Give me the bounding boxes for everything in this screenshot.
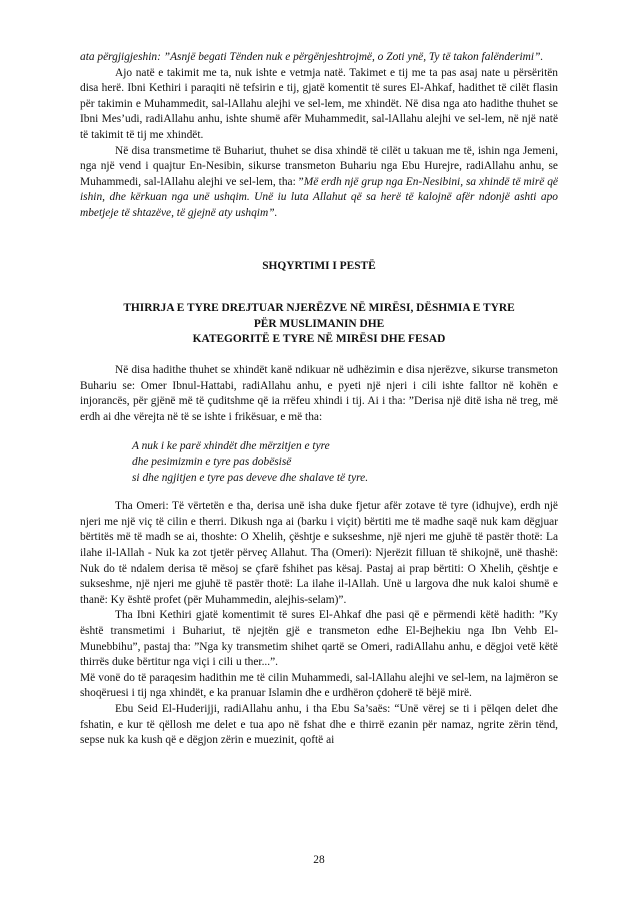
poem-line: dhe pesimizmin e tyre pas dobësisë	[132, 456, 292, 469]
paragraph-5-text: Tha Omeri: Të vërtetën e tha, derisa unë isha duke fjetur afër zotave të tyre (idhujve), erdh një njeri me një viç të cilin e therri. Dikush nga ai (barku i viçit) bërtiti me të madhe saqë nuk kam dëgjuar bërtitës më të madh se ai, thoshte: O Xhelih, çështje e sukseshme, një njeri me gjuhë të pastër thotë: La ilahe il-lAllah - Nuk ka zot tjetër përveç Allahut. Tha (Omeri): Njerëzit filluan të shikojnë, unë thashë: Nuk do të ndalem derisa të mësoj se çfarë fshihet pas kësaj. Pastaj ai prap bërtiti: O Xhelih, çështje e sukseshme, një njeri me gjuhë të pastër thotë: La ilahe il-lAllah. Unë u largova dhe nuk kaloi shumë e thanë: Ky është profet (për Muhammedin, alejhis-selam)”.	[80, 500, 558, 606]
page-number: 28	[313, 854, 325, 866]
paragraph-6-text: Tha Ibni Kethiri gjatë komentimit të sures El-Ahkaf dhe pasi që e përmendi këtë hadith: ”Ky është transmetimi i Buhariut, të njejtën gjë e transmeton edhe El-Bejhekiu nga Ibn Vehb El-Munebbihu”, pastaj tha: ”Nga ky transmetim shihet qartë se Omeri, radiAllahu anhu, e dëgjoi vetë këtë thirrës duke bërtitur nga viçi i cili u ther...”.	[80, 609, 558, 669]
paragraph-8	[80, 702, 558, 749]
paragraph-5	[80, 499, 558, 608]
chapter-title	[80, 301, 558, 348]
paragraph-1	[80, 50, 558, 66]
paragraph-3-quote: Më erdh një grup nga En-Nesibini, sa xhindë të mirë që ishin, dhe kërkuan nga unë ushqim. Unë iu luta Allahut që sa herë të kalojnë afër ndonjë ashti apo mbetjeje të shtazëve, të gjejnë aty ushqim”.	[80, 175, 558, 219]
paragraph-7	[80, 671, 558, 702]
paragraph-7-text: Më vonë do të paraqesim hadithin me të cilin Muhammedi, sal-lAllahu alejhi ve sel-lem, na lajmëron se shoqëruesi i tij nga xhindët, e ka pranuar Islamin dhe e urdhëron çdoherë të bëjë mirë.	[80, 671, 558, 700]
chapter-title-line: THIRRJA E TYRE DREJTUAR NJERËZVE NË MIRËSI, DËSHMIA E TYRE	[123, 302, 515, 315]
section-title: SHQYRTIMI I PESTË	[262, 259, 376, 272]
chapter-title-line: KATEGORITË E TYRE NË MIRËSI DHE FESAD	[192, 333, 446, 346]
paragraph-4	[80, 363, 558, 425]
poem-line: A nuk i ke parë xhindët dhe mërzitjen e tyre	[132, 440, 330, 453]
paragraph-2	[80, 66, 558, 144]
paragraph-8-text: Ebu Seid El-Huderijji, radiAllahu anhu, i tha Ebu Sa’saës: “Unë vërej se ti i pëlqen delet dhe fshatin, e kur të qëllosh me delet e tua apo në fshat dhe e thirrë ezanin për namaz, ngrite zërin tënd, sepse nuk ka kush që e dëgjon zërin e muezinit, qoftë ai	[80, 703, 558, 747]
paragraph-2-text: Ajo natë e takimit me ta, nuk ishte e vetmja natë. Takimet e tij me ta pas asaj nate u përsëritën disa herë. Ibni Kethiri i paraqiti në tefsirin e tij, gjatë komentit të sures El-Ahkaf, hadithet të cilët flasin për takimin e Muhammedit, sal-lAllahu alejhi ve sel-lem, me xhindët. Në disa nga ato hadithe thuhet se Ibni Mes’udi, radiAllahu anhu, ishte shumë afër Muhammedit, sal-lAllahu alejhi ve sel-lem, në një natë të takimit të tij me xhindët.	[80, 66, 558, 141]
paragraph-4-text: Në disa hadithe thuhet se xhindët kanë ndikuar në udhëzimin e disa njerëzve, sikurse transmeton Buhariu se: Omer Ibnul-Hattabi, radiAllahu anhu, e pyeti një njeri i cili ishte falltor në kohën e injorancës, për gjënë më të çuditshme që ia rrëfeu xhindi i tij. Ai i tha: ”Derisa një ditë isha në treg, më erdh ai dhe vërejta në të se ishte i frikësuar, e më tha:	[80, 363, 558, 423]
paragraph-1-italic: ata përgjigjeshin: ”Asnjë begati Tënden nuk e përgënjeshtrojmë, o Zoti ynë, Ty të takon falënderimi”.	[80, 51, 544, 63]
body-text	[80, 50, 558, 749]
chapter-title-line: PËR MUSLIMANIN DHE	[253, 317, 385, 330]
paragraph-6	[80, 608, 558, 670]
poem-verse	[80, 438, 558, 486]
paragraph-3	[80, 144, 558, 222]
poem-line: si dhe ngjitjen e tyre pas deveve dhe shalave të tyre.	[132, 472, 369, 485]
paragraph-3-text: Në disa transmetime të Buhariut, thuhet se disa xhindë të cilët u takuan me të, ishin nga Jemeni, nga një vend i quajtur En-Nesibin, sikurse transmeton Buhariu nga Ebu Hurejre, radiAllahu anhu, se Muhammedi, sal-lAllahu alejhi ve sel-lem, tha: ”	[80, 144, 558, 188]
